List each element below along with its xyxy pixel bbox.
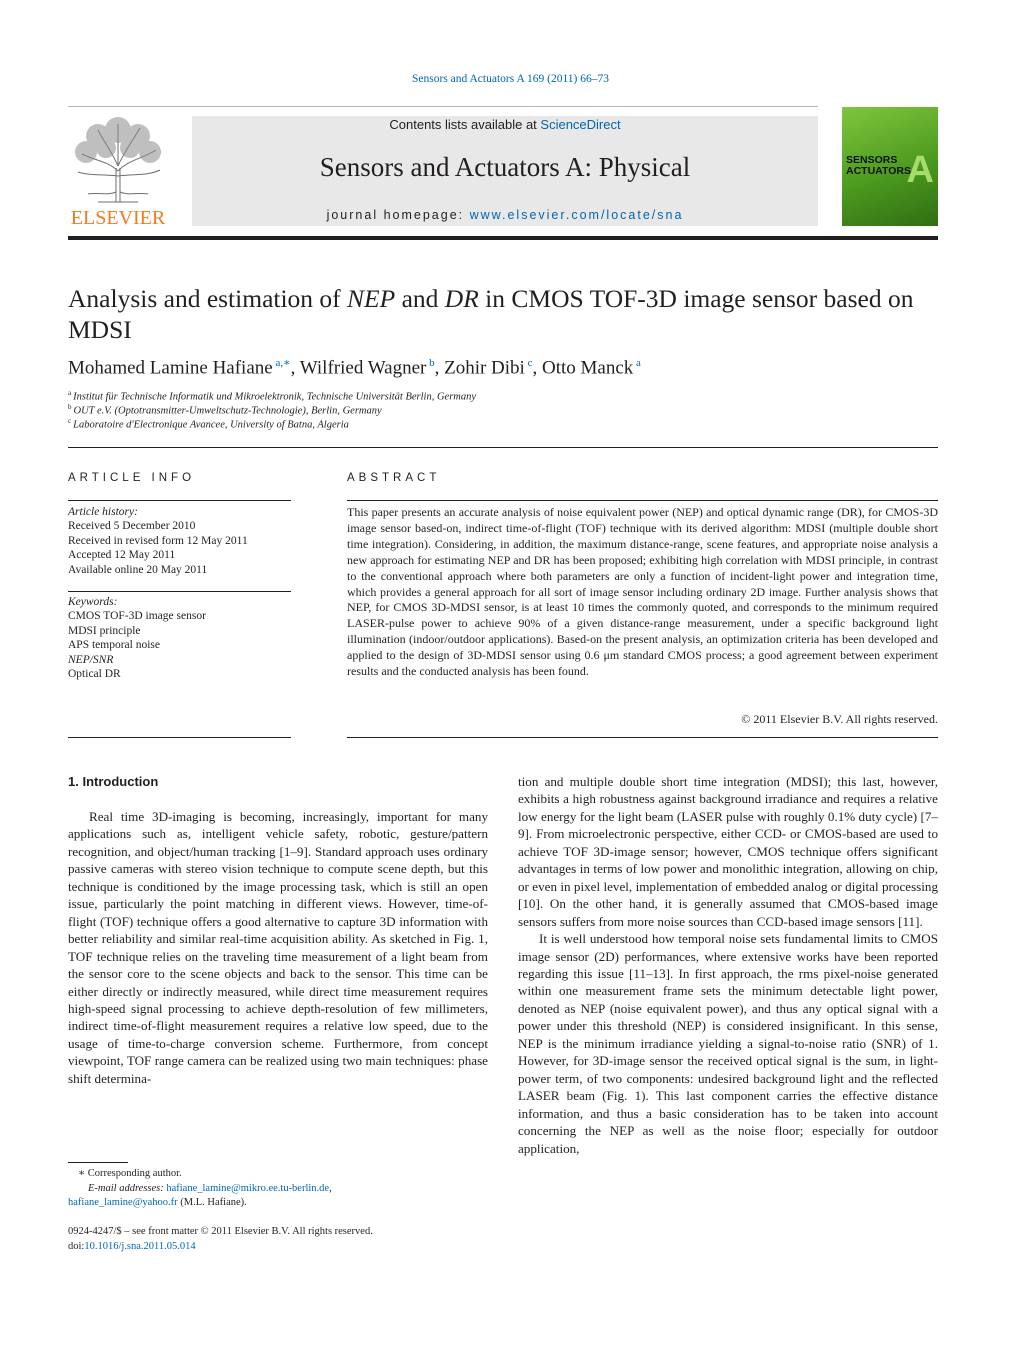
- article-history: Article history: Received 5 December 2010 Received in revised form 12 May 2011 Accepted 12 May 2011 Available online 20 May 2011: [68, 506, 248, 576]
- email-link[interactable]: hafiane_lamine@mikro.ee.tu-berlin.de: [166, 1182, 330, 1194]
- copyright-notice: © 2011 Elsevier B.V. All rights reserved.: [741, 712, 938, 726]
- divider: [347, 737, 938, 738]
- abstract-text: This paper presents an accurate analysis of noise equivalent power (NEP) and optical dynamic range (DR), for CMOS-3D image sensor based-on, indirect time-of-flight (TOF) technique with its derived algorithm: MDSI (multiple double short time integration). Considering, in addition, the maximum distance-range, scene features, and appropriate noise analysis a new approach for estimating NEP and DR has been proposed; exhibiting high correlation with MDSI principle, in contrast to the conventional approach where both parameters are only a function of incident-light power and integration time, which provides a general approach for all sort of image sensor including ordinary 2D image. Further analysis shows that NEP, for CMOS 3D-MDSI sensor, is at least 10 times the commonly quoted, and corresponds to the minimum required LASER-pulse power to achieve 90% of a given distance-range measurement, under a specific background light illumination (indoor/outdoor applications). Based-on the present analysis, an optimization criteria has been developed and applied to the design of 3D-MDSI sensor using 0.6 μm standard CMOS process; a good agreement between experiment results and the conducted analysis has been found.: [347, 505, 938, 679]
- body-paragraph: Real time 3D-imaging is becoming, increasingly, important for many applications such as, intelligent vehicle safety, robotic, gesture/pattern recognition, and object/human tracking [1–9]. Standard approach uses ordinary passive cameras with stereo vision technique to compute scene depth, but this technique is conditioned by the image processing task, which is still an open issue, particularly the point matching in different views. However, time-of-flight (TOF) technique offers a good alternative to capture 3D information with better reliability and similar real-time acquisition ability. As sketched in Fig. 1, TOF technique relies on the traveling time measurement of a light beam from the sensor core to the scene objects and back to the sensor. This time can be either directly or indirectly measured, while direct time measurement requires high-speed signal processing to achieve depth-resolution of few millimeters, indirect time-of-flight measurement requires a relative low speed, due to the usage of time-to-charge conversion scheme. Furthermore, from concept viewpoint, TOF range camera can be realized using two main techniques: phase shift determina-: [68, 809, 488, 1086]
- journal-citation[interactable]: Sensors and Actuators A 169 (2011) 66–73: [412, 73, 609, 85]
- keywords-list: Keywords: CMOS TOF-3D image sensor MDSI principle APS temporal noise NEP/SNR Optical DR: [68, 596, 206, 681]
- body-paragraph: tion and multiple double short time integration (MDSI); this last, however, exhibits a high robustness against background irradiance and requires a relative low energy for the light beam (LASER pulse with roughly 0.1% duty cycle) [7–9]. From microelectronic perspective, either CCD- or CMOS-based are used to achieve TOF 3D-image sensor; however, CMOS technique offers significant advantages in terms of low power and monolithic integration, allowing on chip, or even in pixel level, implementation of embedded analog or digital processing [10]. On the other hand, it is generally assumed that CMOS-based image sensors suffers from more noise sources than CCD-based image sensors [11].: [518, 774, 938, 929]
- journal-homepage-link[interactable]: www.elsevier.com/locate/sna: [469, 208, 684, 222]
- footnote-rule: [68, 1162, 128, 1163]
- author-affiliation-marker[interactable]: a: [636, 357, 641, 369]
- header-thick-rule: [68, 236, 938, 240]
- journal-cover-thumbnail[interactable]: [842, 107, 938, 226]
- article-title: Analysis and estimation of NEP and DR in CMOS TOF-3D image sensor based on MDSI: [68, 284, 914, 344]
- elsevier-logo[interactable]: [68, 116, 168, 228]
- author-affiliation-marker[interactable]: c: [527, 357, 533, 369]
- author-affiliation-marker[interactable]: a,∗: [275, 357, 291, 369]
- body-paragraph: It is well understood how temporal noise sets fundamental limits to CMOS image sensor (2D) performances, where extensive works have been reported regarding this issue [11–13]. In first approach, the rms pixel-noise generated within one measurement frame sets the minimum detectable light power, denoted as NEP (noise equivalent power), and thus any optical signal with a power under this threshold (NEP) is considered insignificant. In this sense, NEP is the minimum irradiance yielding a signal-to-noise ratio (SNR) of 1. However, for 3D-image sensor the received optical signal is the sum, in light-power term, of two components: undesired background light and the reflected LASER beam (Fig. 1). This last component carries the effective distance information, and thus a basic consideration has to be taken into account concerning the NEP as well as the noise floor; especially for outdoor application,: [518, 931, 938, 1156]
- cover-title: SENSORS ACTUATORS: [846, 154, 911, 177]
- affiliation-divider: [68, 447, 938, 448]
- affiliation: $^c$ Laboratoire d'Electronique Avancee, University of Batna, Algeria: [68, 417, 349, 431]
- author-list: Mohamed Lamine Hafiane $^{a,∗}$, Wilfried Wagner $^b$, Zohir Dibi $^c$, Otto Manck $^a$: [68, 357, 641, 379]
- cover-letter: A: [906, 149, 934, 191]
- elsevier-tree-icon: [68, 116, 168, 228]
- body-column-left: [68, 808, 488, 1087]
- keyword: Optical DR: [68, 668, 121, 681]
- author-affiliation-marker[interactable]: b: [429, 357, 435, 369]
- affiliation: $^b$ OUT e.V. (Optotransmitter-Umweltschutz-Technologie), Berlin, Germany: [68, 403, 382, 417]
- body-column-right: [518, 773, 938, 1157]
- front-matter-info: 0924-4247/$ – see front matter © 2011 Elsevier B.V. All rights reserved. doi:10.1016/j.sna.2011.05.014: [68, 1226, 373, 1252]
- author-name[interactable]: Otto Manck: [541, 357, 634, 379]
- author-name[interactable]: Wilfried Wagner: [299, 357, 427, 379]
- divider: [68, 737, 291, 738]
- keyword: APS temporal noise: [68, 639, 160, 652]
- header-divider: [68, 106, 818, 107]
- author-name[interactable]: Mohamed Lamine Hafiane: [68, 357, 273, 379]
- abstract-heading: ABSTRACT: [347, 472, 441, 484]
- affiliation: $^a$ Institut für Technische Informatik und Mikroelektronik, Technische Universität Berlin, Germany: [68, 389, 477, 403]
- keyword: MDSI principle: [68, 624, 141, 637]
- svg-text:ELSEVIER: ELSEVIER: [70, 207, 166, 228]
- divider: [347, 500, 938, 501]
- divider: [68, 591, 291, 592]
- journal-homepage: journal homepage: www.elsevier.com/locate/sna: [326, 208, 684, 222]
- keyword: CMOS TOF-3D image sensor: [68, 610, 206, 623]
- journal-name: Sensors and Actuators A: Physical: [319, 152, 691, 182]
- author-name[interactable]: Zohir Dibi: [444, 357, 525, 379]
- email-link[interactable]: hafiane_lamine@yahoo.fr: [68, 1197, 178, 1209]
- contents-line: Contents lists available at ScienceDirect: [389, 117, 621, 132]
- doi-link[interactable]: 10.1016/j.sna.2011.05.014: [84, 1240, 196, 1252]
- keyword: NEP/SNR: [68, 653, 114, 666]
- footnote: ∗ Corresponding author. E-mail addresses: hafiane_lamine@mikro.ee.tu-berlin.de, hafiane_lamine@yahoo.fr (M.L. Hafiane).: [68, 1168, 332, 1209]
- article-info-heading: ARTICLE INFO: [68, 472, 196, 484]
- divider: [68, 500, 291, 501]
- sciencedirect-link[interactable]: ScienceDirect: [540, 117, 621, 132]
- section-heading-introduction: 1. Introduction: [68, 774, 159, 789]
